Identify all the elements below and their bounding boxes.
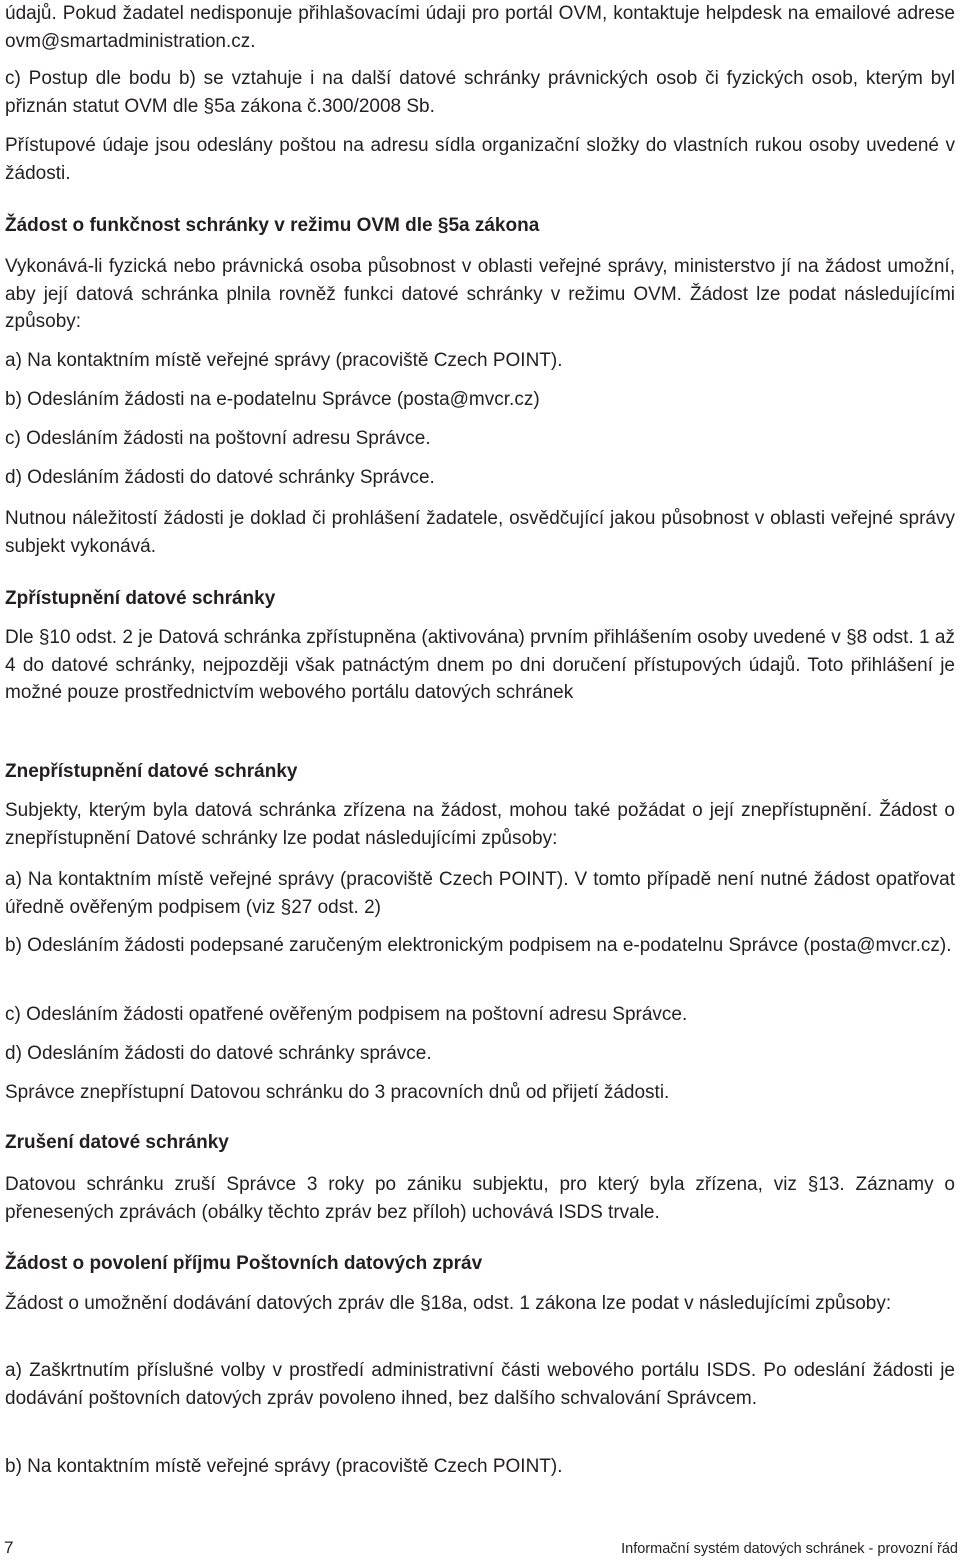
footer-title: Informační systém datových schránek - provozní řád [621,1541,958,1557]
paragraph-ovm-requirement: Nutnou náležitostí žádosti je doklad či prohlášení žadatele, osvědčující jakou působnost v oblasti veřejné správy subjekt vykonává. [5,508,955,557]
paragraph-activation: Dle §10 odst. 2 je Datová schránka zpřístupněna (aktivována) prvním přihlášením osoby uvedené v §8 odst. 1 až 4 do datové schránky, nejpozději však patnáctým dnem po dni doručení přístupových údajů. Toto přihlášení je možné pouze prostřednictvím webového portálu datových schránek [5,627,955,703]
paragraph-deactivation-deadline: Správce znepřístupní Datovou schránku do 3 pracovních dnů od přijetí žádosti. [5,1082,670,1103]
list-item-ovm-c: c) Odesláním žádosti na poštovní adresu Správce. [5,428,431,449]
list-item-deactivation-c: c) Odesláním žádosti opatřené ověřeným podpisem na poštovní adresu Správce. [5,1004,688,1025]
paragraph-access-data: Přístupové údaje jsou odeslány poštou na adresu sídla organizační složky do vlastních rukou osoby uvedené v žádosti. [5,135,955,184]
list-item-postal-b: b) Na kontaktním místě veřejné správy (pracoviště Czech POINT). [5,1456,563,1477]
paragraph-cancellation: Datovou schránku zruší Správce 3 roky po zániku subjektu, pro který byla zřízena, viz §13. Záznamy o přenesených zprávách (obálky těchto zpráv bez příloh) uchovává ISDS trvale. [5,1174,955,1223]
list-item-deactivation-b: b) Odesláním žádosti podepsané zaručeným elektronickým podpisem na e-podatelnu Správce (posta@mvcr.cz). [5,935,952,956]
heading-ovm-request: Žádost o funkčnost schránky v režimu OVM dle §5a zákona [5,215,540,236]
list-item-ovm-d: d) Odesláním žádosti do datové schránky Správce. [5,467,435,488]
heading-activation: Zpřístupnění datové schránky [5,588,276,609]
paragraph-procedure-c: c) Postup dle bodu b) se vztahuje i na další datové schránky právnických osob či fyzických osob, kterým byl přiznán statut OVM dle §5a zákona č.300/2008 Sb. [5,68,955,117]
page-footer [0,1538,960,1564]
paragraph-postal-intro: Žádost o umožnění dodávání datových zpráv dle §18a, odst. 1 zákona lze podat v následujícími způsoby: [5,1293,892,1314]
paragraph-deactivation: Subjekty, kterým byla datová schránka zřízena na žádost, mohou také požádat o její znepřístupnění. Žádost o znepřístupnění Datové schránky lze podat následujícími způsoby: [5,800,955,849]
heading-cancellation: Zrušení datové schránky [5,1132,229,1153]
paragraph-helpdesk: údajů. Pokud žadatel nedisponuje přihlašovacími údaji pro portál OVM, kontaktuje helpdesk na emailové adrese ovm@smartadministration.cz. [5,3,955,52]
list-item-deactivation-a: a) Na kontaktním místě veřejné správy (pracoviště Czech POINT). V tomto případě není nutné žádost opatřovat úředně ověřeným podpisem (viz §27 odst. 2) [5,869,955,918]
list-item-deactivation-d: d) Odesláním žádosti do datové schránky správce. [5,1043,432,1064]
list-item-ovm-b: b) Odesláním žádosti na e-podatelnu Správce (posta@mvcr.cz) [5,389,540,410]
paragraph-ovm-intro: Vykonává-li fyzická nebo právnická osoba působnost v oblasti veřejné správy, ministerstvo jí na žádost umožní, aby její datová schránka plnila rovněž funkci datové schránky v režimu OVM. Žádost lze podat následujícími způsoby: [5,256,955,332]
heading-deactivation: Znepřístupnění datové schránky [5,761,298,782]
list-item-postal-a: a) Zaškrtnutím příslušné volby v prostředí administrativní části webového portálu ISDS. Po odeslání žádosti je dodávání poštovních datových zpráv povoleno ihned, bez dalšího schvalování Správcem. [5,1360,955,1409]
list-item-ovm-a: a) Na kontaktním místě veřejné správy (pracoviště Czech POINT). [5,350,563,371]
page-number: 7 [4,1538,14,1557]
heading-postal-messages: Žádost o povolení příjmu Poštovních datových zpráv [5,1253,483,1274]
